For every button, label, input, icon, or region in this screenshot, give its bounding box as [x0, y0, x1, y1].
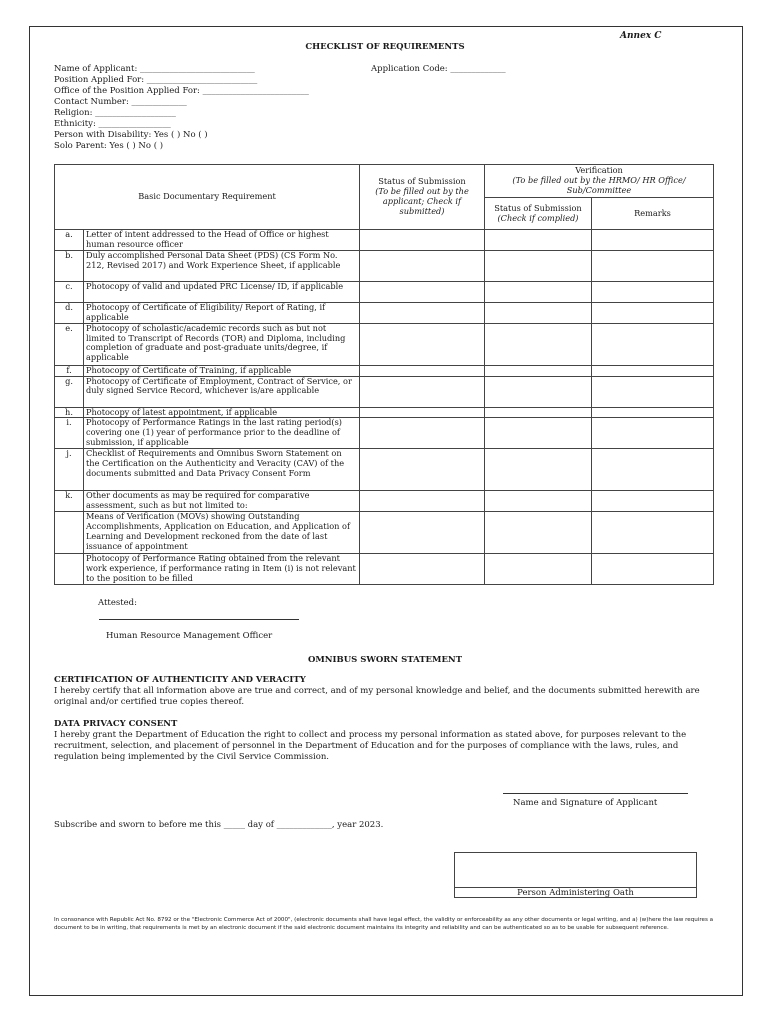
requirement-text: Other documents as may be required for comparative assessment, such as but not limited to:	[84, 491, 360, 512]
office-field[interactable]: Office of the Position Applied For: _________________________	[54, 86, 309, 96]
status-note: (To be filled out by the applicant; Check if submitted)	[375, 186, 469, 216]
requirement-row	[55, 323, 714, 365]
remarks-cell[interactable]	[592, 281, 714, 302]
remarks-cell[interactable]	[592, 365, 714, 376]
applicant-status-cell[interactable]	[360, 512, 485, 554]
remarks-cell[interactable]	[592, 250, 714, 281]
verification-status-cell[interactable]	[485, 407, 592, 418]
applicant-status-cell[interactable]	[360, 449, 485, 491]
applicant-status-cell[interactable]	[360, 323, 485, 365]
requirement-row	[55, 250, 714, 281]
applicant-status-cell[interactable]	[360, 230, 485, 251]
applicant-status-cell[interactable]	[360, 281, 485, 302]
remarks-cell[interactable]	[592, 230, 714, 251]
requirement-row	[55, 407, 714, 418]
requirement-letter: g.	[55, 376, 84, 407]
remarks-cell[interactable]	[592, 418, 714, 449]
requirement-row	[55, 230, 714, 251]
application-code-field[interactable]: Application Code: _____________	[371, 64, 506, 74]
position-field[interactable]: Position Applied For: __________________________	[54, 75, 258, 85]
requirements-body	[55, 230, 714, 585]
requirement-letter: b.	[55, 250, 84, 281]
requirement-row	[55, 491, 714, 512]
requirement-row	[55, 512, 714, 554]
contact-field[interactable]: Contact Number: _____________	[54, 97, 187, 107]
status-title: Status of Submission	[378, 176, 466, 187]
ver-status-title: Status of Submission	[494, 202, 582, 213]
remarks-cell[interactable]	[592, 302, 714, 323]
requirement-text: Duly accomplished Personal Data Sheet (PDS) (CS Form No. 212, Revised 2017) and Work Experience Sheet, if applicable	[84, 250, 360, 281]
requirement-letter: a.	[55, 230, 84, 251]
requirement-text: Means of Verification (MOVs) showing Outstanding Accomplishments, Application on Education, and Application of Learning and Development reckoned from the date of last issuance of appointment	[84, 512, 360, 554]
pwd-field[interactable]: Person with Disability: Yes ( ) No ( )	[54, 130, 208, 140]
applicant-name-field[interactable]: Name of Applicant: ___________________________	[54, 64, 255, 74]
requirement-row	[55, 449, 714, 491]
hrmo-label: Human Resource Management Officer	[106, 631, 273, 641]
verification-status-cell[interactable]	[485, 491, 592, 512]
attested-label: Attested:	[98, 598, 137, 608]
requirement-letter: e.	[55, 323, 84, 365]
annex-label: Annex C	[620, 31, 662, 41]
requirement-row	[55, 281, 714, 302]
requirement-row	[55, 376, 714, 407]
verification-status-cell[interactable]	[485, 323, 592, 365]
requirement-letter: h.	[55, 407, 84, 418]
requirement-text: Checklist of Requirements and Omnibus Sworn Statement on the Certification on the Authenticity and Veracity (CAV) of the documents submitted and Data Privacy Consent Form	[84, 449, 360, 491]
verification-status-cell[interactable]	[485, 230, 592, 251]
requirement-row	[55, 365, 714, 376]
applicant-signature-label: Name and Signature of Applicant	[513, 798, 658, 808]
requirement-letter	[55, 512, 84, 554]
requirement-letter	[55, 554, 84, 585]
verification-note: (To be filled out by the HRMO/ HR Office/ Sub/Committee	[512, 175, 686, 195]
verification-title: Verification	[575, 165, 623, 176]
col-header-requirement: Basic Documentary Requirement	[55, 165, 360, 230]
verification-status-cell[interactable]	[485, 365, 592, 376]
applicant-status-cell[interactable]	[360, 407, 485, 418]
verification-status-cell[interactable]	[485, 250, 592, 281]
col-header-verification	[485, 165, 714, 198]
subscribe-text: Subscribe and sworn to before me this _____ day of _____________, year 2023.	[54, 820, 384, 830]
verification-status-cell[interactable]	[485, 418, 592, 449]
applicant-status-cell[interactable]	[360, 491, 485, 512]
remarks-cell[interactable]	[592, 491, 714, 512]
religion-field[interactable]: Religion: ___________________	[54, 108, 176, 118]
remarks-cell[interactable]	[592, 323, 714, 365]
requirement-letter: c.	[55, 281, 84, 302]
applicant-status-cell[interactable]	[360, 376, 485, 407]
footer-note: In consonance with Republic Act No. 8792 or the "Electronic Commerce Act of 2000", (electronic documents shall have legal effect, the validity or enforceability as any other documents or legal writing, and a) (w)here the law requires a document to be in writing, that requirements is met by an electronic document if the said electronic document maintains its integrity and reliability and can be authenticated so as to be usable for subsequent reference.	[54, 917, 714, 931]
oath-label: Person Administering Oath	[517, 888, 634, 898]
requirements-table	[54, 164, 714, 585]
applicant-signature-line[interactable]	[503, 793, 688, 794]
requirement-text: Photocopy of Certificate of Employment, Contract of Service, or duly signed Service Record, whichever is/are applicable	[84, 376, 360, 407]
col-header-status	[360, 165, 485, 230]
remarks-cell[interactable]	[592, 512, 714, 554]
requirement-text: Photocopy of Performance Rating obtained from the relevant work experience, if performance rating in Item (i) is not relevant to the position to be filled	[84, 554, 360, 585]
verification-status-cell[interactable]	[485, 302, 592, 323]
col-header-ver-status	[485, 198, 592, 230]
solo-parent-field[interactable]: Solo Parent: Yes ( ) No ( )	[54, 141, 164, 151]
requirement-letter: i.	[55, 418, 84, 449]
requirement-letter: d.	[55, 302, 84, 323]
applicant-status-cell[interactable]	[360, 302, 485, 323]
remarks-cell[interactable]	[592, 449, 714, 491]
requirement-text: Photocopy of latest appointment, if applicable	[84, 407, 360, 418]
ethnicity-field[interactable]: Ethnicity: _________________	[54, 119, 171, 129]
requirement-text: Photocopy of valid and updated PRC License/ ID, if applicable	[84, 281, 360, 302]
verification-status-cell[interactable]	[485, 449, 592, 491]
verification-status-cell[interactable]	[485, 554, 592, 585]
applicant-info	[54, 64, 309, 152]
privacy-title: DATA PRIVACY CONSENT	[54, 719, 178, 729]
requirement-row	[55, 554, 714, 585]
requirement-row	[55, 302, 714, 323]
requirement-row	[55, 418, 714, 449]
omnibus-title: OMNIBUS SWORN STATEMENT	[307, 655, 463, 665]
requirement-text: Letter of intent addressed to the Head of Office or highest human resource officer	[84, 230, 360, 251]
privacy-text: I hereby grant the Department of Education the right to collect and process my personal information as stated above, for purposes relevant to the recruitment, selection, and placement of personnel in the Department of Education and for the purposes of compliance with the laws, rules, and regulation being implemented by the Civil Service Commission.	[54, 730, 687, 762]
verification-status-cell[interactable]	[485, 376, 592, 407]
verification-status-cell[interactable]	[485, 281, 592, 302]
requirement-text: Photocopy of Certificate of Eligibility/ Report of Rating, if applicable	[84, 302, 360, 323]
requirement-text: Photocopy of Performance Ratings in the last rating period(s) covering one (1) year of performance prior to the deadline of submission, if applicable	[84, 418, 360, 449]
remarks-cell[interactable]	[592, 376, 714, 407]
col-header-remarks: Remarks	[592, 198, 714, 230]
requirement-text: Photocopy of Certificate of Training, if applicable	[84, 365, 360, 376]
requirement-letter: k.	[55, 491, 84, 512]
remarks-cell[interactable]	[592, 407, 714, 418]
form-title: CHECKLIST OF REQUIREMENTS	[305, 42, 465, 52]
requirement-letter: j.	[55, 449, 84, 491]
ver-status-note: (Check if complied)	[497, 212, 579, 223]
applicant-status-cell[interactable]	[360, 554, 485, 585]
requirement-letter: f.	[55, 365, 84, 376]
applicant-status-cell[interactable]	[360, 365, 485, 376]
requirement-text: Photocopy of scholastic/academic records such as but not limited to Transcript of Records (TOR) and Diploma, including completion of graduate and post-graduate units/degree, if applicable	[84, 323, 360, 365]
applicant-status-cell[interactable]	[360, 250, 485, 281]
verification-status-cell[interactable]	[485, 512, 592, 554]
applicant-status-cell[interactable]	[360, 418, 485, 449]
cav-title: CERTIFICATION OF AUTHENTICITY AND VERACITY	[54, 675, 306, 685]
cav-text: I hereby certify that all information above are true and correct, and of my personal knowledge and belief, and the documents submitted herewith are original and/or certified true copies thereof.	[54, 686, 700, 707]
remarks-cell[interactable]	[592, 554, 714, 585]
hrmo-signature-line	[99, 619, 299, 620]
